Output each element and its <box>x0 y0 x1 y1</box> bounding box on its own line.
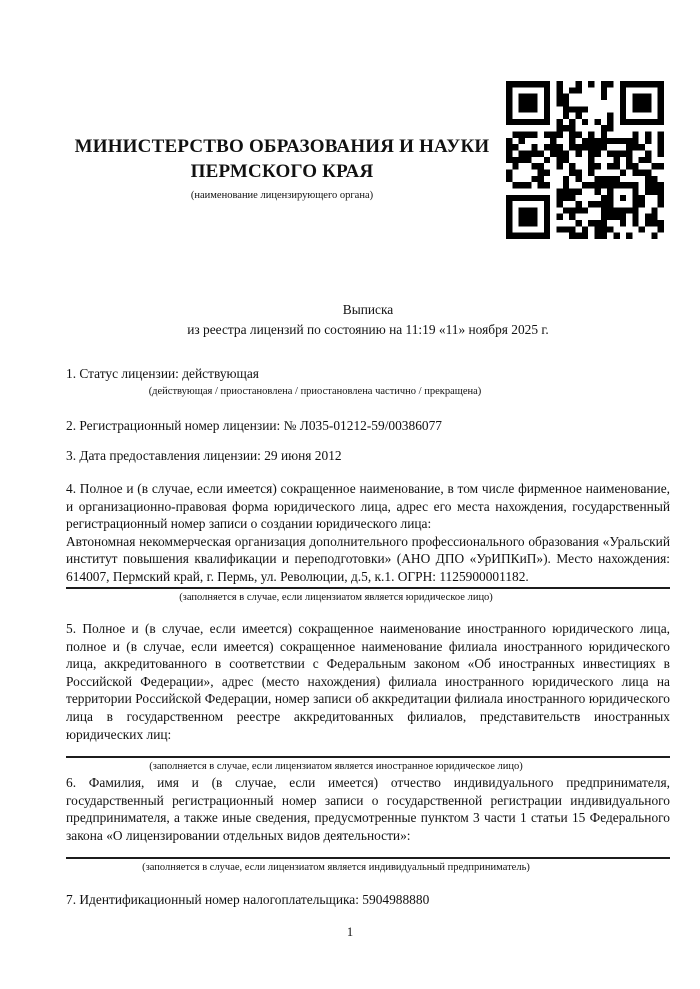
entrepreneur-answer <box>66 844 670 856</box>
document-subtitle: из реестра лицензий по состоянию на 11:19 «11» ноября 2025 г. <box>187 322 549 337</box>
foreign-entity-question: 5. Полное и (в случае, если имеется) сокращенное наименование иностранного юридического лица, полное и (в случае, если имеется) сокращенное наименование филиала иностранного юридического лица, аккредитованного в соответствии с Федеральным законом «Об иностранных инвестициях в Российской Федерации», адрес (место нахождения) филиала иностранного юридического лица на территории Российской Федерации, номер записи об аккредитации филиала иностранного юридического лица в государственном реестре аккредитованных филиалов, представительств иностранных юридических лиц: <box>66 621 670 742</box>
foreign-entity-note: (заполняется в случае, если лицензиатом является иностранное юридическое лицо) <box>149 761 523 773</box>
grant-date-line: 3. Дата предоставления лицензии: 29 июня 2012 <box>66 448 342 463</box>
taxpayer-number-item <box>66 891 670 909</box>
license-status-line: 1. Статус лицензии: действующая <box>66 366 259 381</box>
foreign-entity-fill-line <box>66 756 670 758</box>
licensing-authority-header <box>66 134 498 202</box>
legal-entity-answer: Автономная некоммерческая организация дополнительного профессионального образования «Уральский институт повышения квалификации и переподготовки» (АНО ДПО «УрИПКиП»). Место нахождения: 614007, Пермский край, г. Пермь, ул. Революции, д.5, к.1. ОГРН: 1125900001182. <box>66 533 670 584</box>
page-number: 1 <box>346 925 354 939</box>
entrepreneur-note: (заполняется в случае, если лицензиатом является индивидуальный предприниматель) <box>142 862 530 874</box>
legal-entity-item <box>66 480 670 604</box>
qr-code-icon <box>506 81 664 239</box>
grant-date-item <box>66 447 670 465</box>
foreign-entity-item <box>66 620 670 773</box>
entrepreneur-item <box>66 774 670 874</box>
licensing-authority-name-line2: ПЕРМСКОГО КРАЯ <box>190 161 374 182</box>
legal-entity-fill-line <box>66 587 670 589</box>
foreign-entity-answer <box>66 743 670 755</box>
document-title-block <box>66 300 670 340</box>
license-status-options-note: (действующая / приостановлена / приостановлена частично / прекращена) <box>148 385 482 397</box>
entrepreneur-question: 6. Фамилия, имя и (в случае, если имеется) отчество индивидуального предпринимателя, государственный регистрационный номер записи о государственной регистрации индивидуального предпринимателя, а также иные сведения, предусмотренные пунктом 3 части 1 статьи 15 Федерального закона «О лицензировании отдельных видов деятельности»: <box>66 775 670 843</box>
registration-number-item <box>66 417 670 435</box>
registration-number-line: 2. Регистрационный номер лицензии: № Л035-01212-59/00386077 <box>66 418 442 433</box>
license-status-item <box>66 365 670 398</box>
entrepreneur-fill-line <box>66 857 670 859</box>
legal-entity-question: 4. Полное и (в случае, если имеется) сокращенное наименование, в том числе фирменное наименование, и организационно-правовая форма юридического лица, адрес его места нахождения, государственный регистрационный номер записи о создании юридического лица: <box>66 481 670 532</box>
licensing-authority-caption: (наименование лицензирующего органа) <box>190 190 374 201</box>
legal-entity-note: (заполняется в случае, если лицензиатом является юридическое лицо) <box>179 591 493 603</box>
document-title: Выписка <box>342 302 394 317</box>
licensing-authority-name-line1: МИНИСТЕРСТВО ОБРАЗОВАНИЯ И НАУКИ <box>74 136 490 157</box>
taxpayer-number-line: 7. Идентификационный номер налогоплательщика: 5904988880 <box>66 892 430 907</box>
